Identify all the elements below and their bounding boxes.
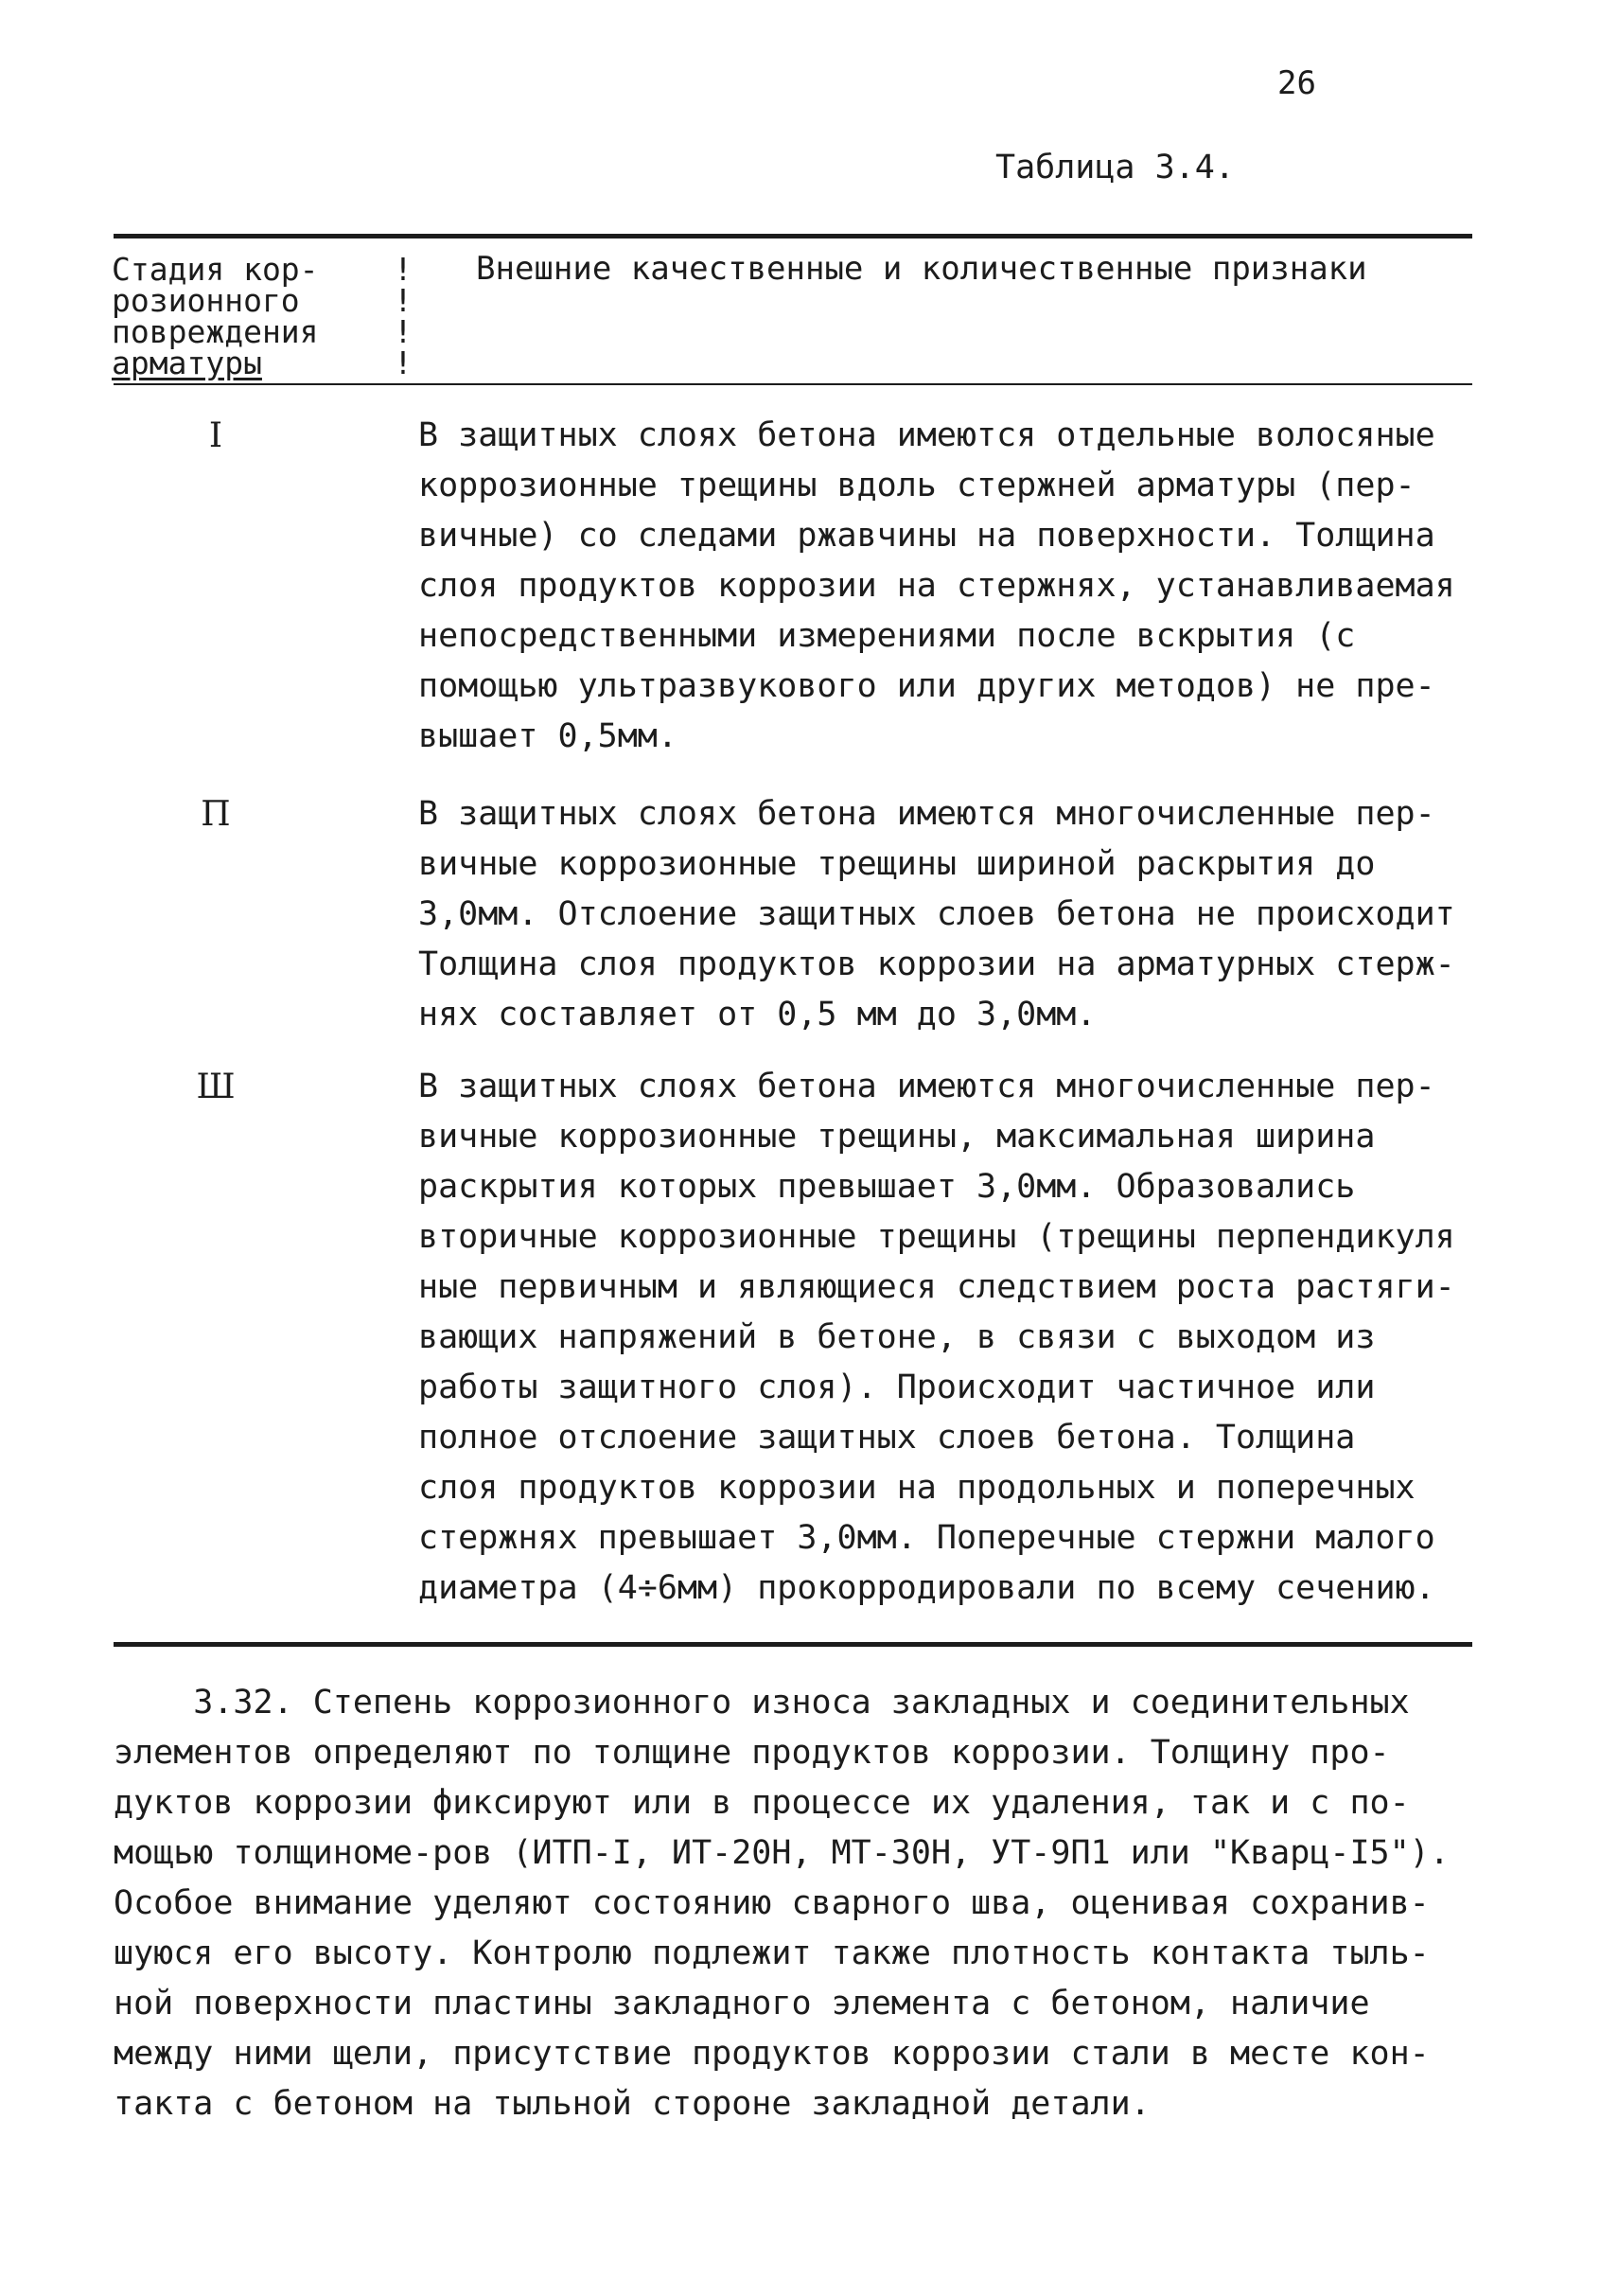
description-line: диаметра (4÷6мм) прокорродировали по всему сечению.: [418, 1569, 1435, 1607]
section-3-32-paragraph: [114, 1678, 1476, 2129]
paragraph-line: мощью толщиноме-ров (ИТП-I, ИТ-20Н, МТ-30Н, УТ-9П1 или "Кварц-I5").: [114, 1834, 1450, 1872]
paragraph-line: шуюся его высоту. Контролю подлежит также плотность контакта тыль-: [114, 1934, 1430, 1972]
description-line: непосредственными измерениями после вскрытия (с: [418, 617, 1356, 655]
description-line: вторичные коррозионные трещины (трещины перпендикуля: [418, 1218, 1455, 1256]
description-line: работы защитного слоя). Происходит частичное или: [418, 1369, 1376, 1406]
header-stage-line: Стадия кор-: [112, 251, 319, 288]
paragraph-line: между ними щели, присутствие продуктов коррозии стали в месте кон-: [114, 2035, 1430, 2073]
stage-3-description: [418, 1062, 1478, 1614]
description-line: стержнях превышает 3,0мм. Поперечные стержни малого: [418, 1519, 1435, 1557]
table-caption: Таблица 3.4.: [995, 149, 1235, 186]
header-stage-line: розионного: [112, 282, 300, 319]
description-line: вичные коррозионные трещины, максимальная ширина: [418, 1118, 1376, 1156]
description-line: помощью ультразвукового или других методов) не пре-: [418, 667, 1435, 705]
stage-label-3: Ш: [196, 1068, 236, 1106]
description-line: В защитных слоях бетона имеются многочисленные пер-: [418, 795, 1435, 833]
stage-2-description: [418, 789, 1478, 1040]
description-line: В защитных слоях бетона имеются многочисленные пер-: [418, 1068, 1435, 1105]
header-column-separator: [394, 251, 413, 381]
header-stage-line: арматуры: [112, 344, 262, 381]
header-stage-column: [112, 251, 396, 381]
paragraph-line: 3.32. Степень коррозионного износа закладных и соединительных: [114, 1684, 1410, 1722]
description-line: слоя продуктов коррозии на продольных и поперечных: [418, 1469, 1416, 1507]
header-signs-column: Внешние качественные и количественные признаки: [476, 250, 1367, 288]
description-line: вичные) со следами ржавчины на поверхности. Толщина: [418, 517, 1435, 555]
separator-mark: !: [394, 282, 413, 319]
table-bottom-rule: [114, 1642, 1472, 1647]
description-line: полное отслоение защитных слоев бетона. Толщина: [418, 1419, 1356, 1457]
separator-mark: !: [394, 344, 413, 381]
description-line: В защитных слоях бетона имеются отдельные волосяные: [418, 416, 1435, 454]
description-line: вающих напряжений в бетоне, в связи с выходом из: [418, 1318, 1376, 1356]
separator-mark: !: [394, 251, 413, 288]
description-line: Толщина слоя продуктов коррозии на арматурных стерж-: [418, 945, 1455, 983]
stage-label-2: П: [201, 795, 231, 834]
paragraph-line: Особое внимание уделяют состоянию сварного шва, оценивая сохранив-: [114, 1884, 1430, 1922]
paragraph-line: элементов определяют по толщине продуктов коррозии. Толщину про-: [114, 1734, 1390, 1772]
paragraph-line: дуктов коррозии фиксируют или в процессе их удаления, так и с по-: [114, 1784, 1410, 1822]
description-line: слоя продуктов коррозии на стержнях, устанавливаемая: [418, 567, 1455, 605]
description-line: коррозионные трещины вдоль стержней арматуры (пер-: [418, 467, 1416, 504]
header-bottom-rule: [114, 383, 1472, 385]
description-line: 3,0мм. Отслоение защитных слоев бетона не происходит: [418, 895, 1455, 933]
description-line: нях составляет от 0,5 мм до 3,0мм.: [418, 996, 1097, 1033]
description-line: вышает 0,5мм.: [418, 717, 677, 755]
stage-label-1: I: [208, 416, 223, 455]
stage-1-description: [418, 411, 1478, 762]
paragraph-line: ной поверхности пластины закладного элемента с бетоном, наличие: [114, 1985, 1370, 2022]
description-line: ные первичным и являющиеся следствием роста растяги-: [418, 1268, 1455, 1306]
table-top-rule: [114, 234, 1472, 238]
header-stage-line: повреждения: [112, 313, 319, 350]
description-line: раскрытия которых превышает 3,0мм. Образовались: [418, 1168, 1356, 1206]
paragraph-line: такта с бетоном на тыльной стороне закладной детали.: [114, 2085, 1151, 2123]
page-number: 26: [1277, 64, 1316, 102]
description-line: вичные коррозионные трещины шириной раскрытия до: [418, 845, 1376, 883]
separator-mark: !: [394, 313, 413, 350]
